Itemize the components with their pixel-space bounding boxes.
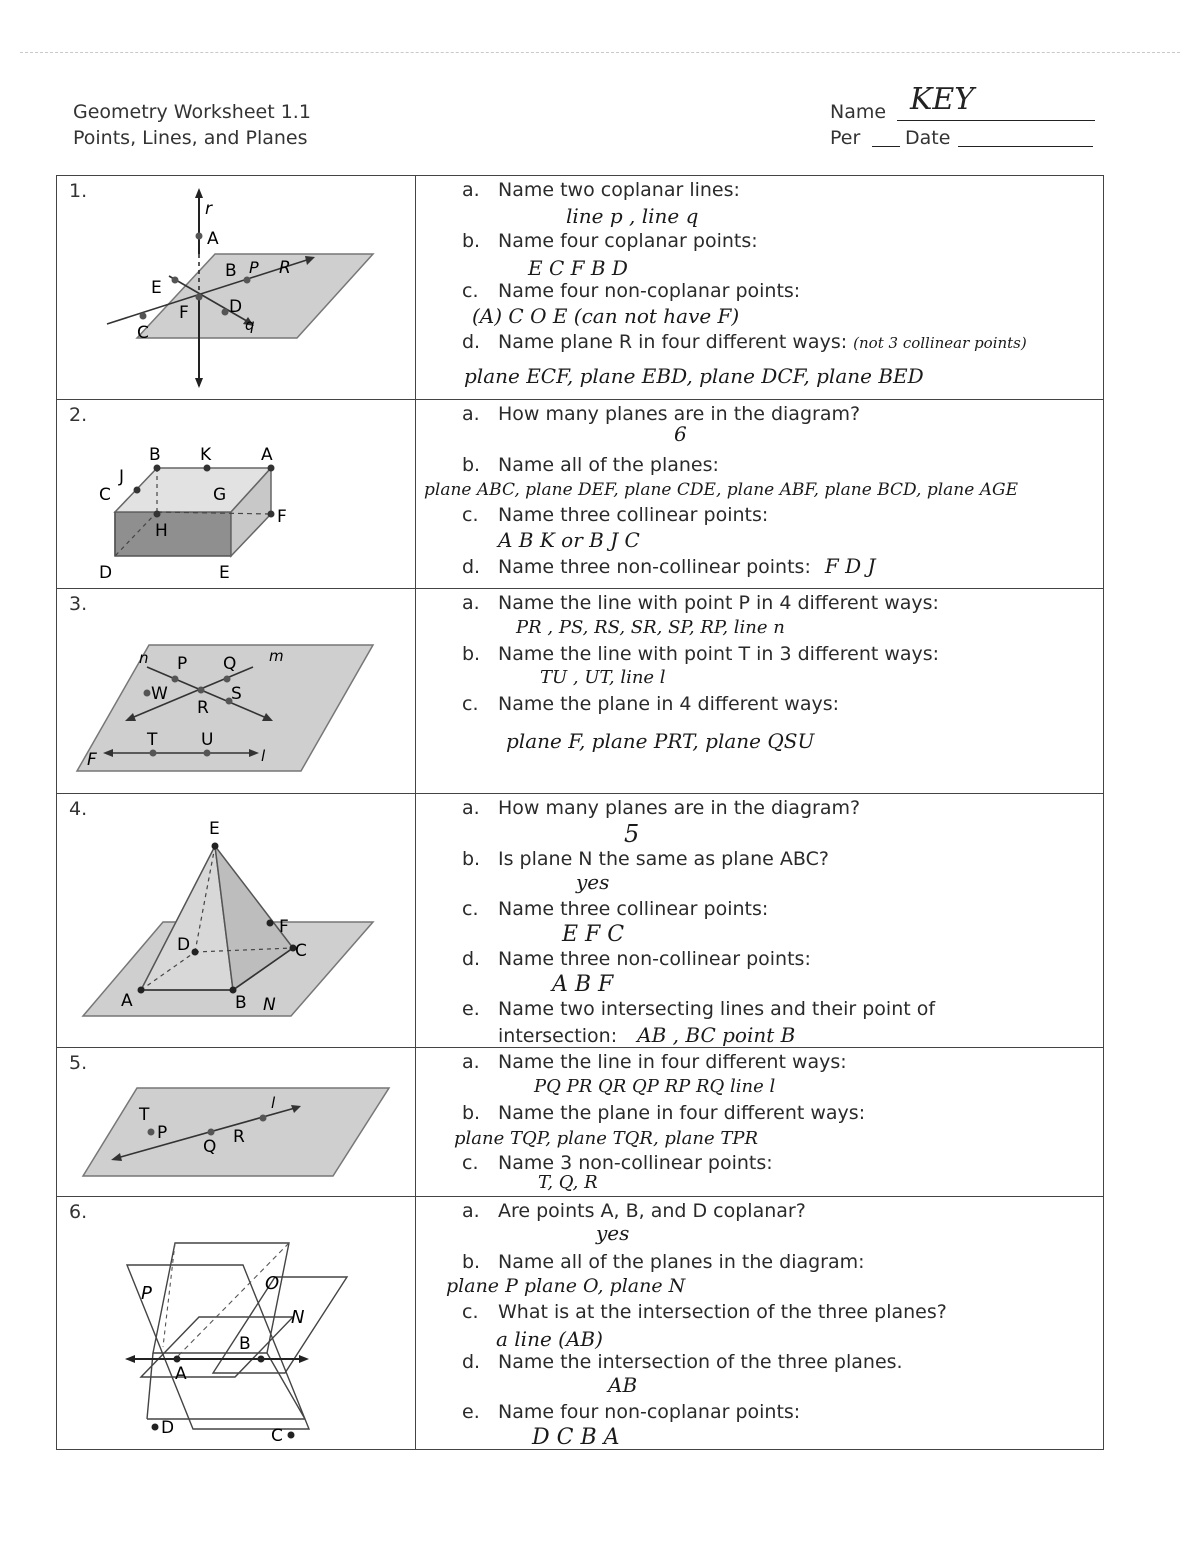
answer-5b: plane TQP, plane TQR, plane TPR: [454, 1128, 759, 1149]
figure-1-plane-and-lines: [57, 176, 416, 400]
question-cell-1: [416, 176, 1104, 400]
scan-top-line: [20, 52, 1180, 53]
figure-5-label-R: R: [233, 1127, 245, 1147]
figure-5-plane-line: [57, 1048, 416, 1197]
answer-1b: E C F B D: [528, 256, 628, 280]
question-4a: a. How many planes are in the diagram?: [462, 797, 861, 819]
figure-6-label-O: O: [265, 1273, 280, 1294]
question-6b: b. Name all of the planes in the diagram:: [462, 1251, 865, 1273]
question-1c: c. Name four non-coplanar points:: [462, 280, 801, 302]
figure-5-label-Q: Q: [203, 1137, 217, 1157]
figure-6-label-C: C: [271, 1426, 283, 1446]
figure-6-label-N: N: [291, 1307, 305, 1328]
figure-1-label-q: q: [245, 316, 255, 334]
question-1d: d. Name plane R in four different ways: (not 3 collinear points): [462, 331, 1027, 353]
problem-row-4: [57, 794, 1104, 1048]
figure-2-label-C: C: [99, 485, 111, 505]
answer-2c: A B K or B J C: [498, 528, 640, 552]
question-5c: c. Name 3 non-collinear points:: [462, 1152, 773, 1174]
figure-4-label-C: C: [295, 941, 307, 961]
name-value: KEY: [910, 82, 975, 117]
figure-4-label-A: A: [121, 991, 133, 1011]
figure-3-label-l: l: [261, 747, 266, 765]
figure-5-label-T: T: [139, 1105, 150, 1125]
answer-4c: E F C: [562, 922, 625, 947]
answer-2d: F D J: [824, 554, 876, 578]
problem-row-5: [57, 1048, 1104, 1197]
figure-3-label-R: R: [197, 698, 209, 718]
figure-cell-1: [57, 176, 416, 400]
figure-1-label-C: C: [137, 323, 149, 343]
figure-2-label-H: H: [155, 521, 168, 541]
problem-row-1: [57, 176, 1104, 400]
answer-6a: yes: [596, 1221, 630, 1245]
question-2d: d. Name three non-collinear points: F D J: [462, 554, 876, 578]
figure-cell-2: [57, 400, 416, 589]
date-line: [958, 146, 1093, 147]
figure-6-label-D: D: [161, 1418, 175, 1438]
question-4b: b. Is plane N the same as plane ABC?: [462, 848, 829, 870]
worksheet-title: Geometry Worksheet 1.1: [73, 101, 311, 123]
figure-4-label-N: N: [263, 995, 276, 1015]
figure-2-label-J: J: [119, 467, 125, 487]
figure-3-label-n: n: [139, 649, 149, 667]
question-cell-2: [416, 400, 1104, 589]
question-2a: a. How many planes are in the diagram?: [462, 403, 861, 425]
problem-number: 1.: [69, 180, 88, 202]
problem-row-3: [57, 589, 1104, 794]
figure-4-label-D: D: [177, 935, 191, 955]
figure-2-label-B: B: [149, 445, 161, 465]
figure-3-label-T: T: [147, 730, 158, 750]
question-6a: a. Are points A, B, and D coplanar?: [462, 1200, 806, 1222]
question-5b: b. Name the plane in four different ways:: [462, 1102, 866, 1124]
figure-3-label-U: U: [201, 730, 214, 750]
figure-2-label-A: A: [261, 445, 273, 465]
question-2c: c. Name three collinear points:: [462, 504, 769, 526]
answer-4b: yes: [576, 870, 610, 894]
question-cell-3: [416, 589, 1104, 794]
answer-3c: plane F, plane PRT, plane QSU: [506, 729, 815, 753]
question-1a: a. Name two coplanar lines:: [462, 179, 740, 201]
answer-4a: 5: [624, 820, 640, 848]
answer-3b: TU , UT, line l: [540, 667, 666, 688]
figure-2-label-E: E: [219, 563, 230, 583]
figure-3-label-W: W: [151, 684, 168, 704]
figure-3-label-F: F: [87, 750, 97, 770]
answer-3a: PR , PS, RS, SR, SP, RP, line n: [516, 617, 785, 638]
question-5a: a. Name the line in four different ways:: [462, 1051, 847, 1073]
problem-number: 2.: [69, 404, 88, 426]
name-label: Name: [830, 101, 887, 123]
answer-6e: D C B A: [532, 1425, 620, 1450]
date-label: Date: [905, 127, 951, 149]
answer-1d: plane ECF, plane EBD, plane DCF, plane BED: [464, 364, 924, 388]
figure-3-label-P: P: [177, 654, 188, 674]
question-cell-6: [416, 1197, 1104, 1450]
question-3a: a. Name the line with point P in 4 different ways:: [462, 592, 939, 614]
worksheet-subtitle: Points, Lines, and Planes: [73, 127, 308, 149]
figure-5-label-P: P: [157, 1123, 168, 1143]
figure-2-label-K: K: [200, 445, 212, 465]
question-4e-line2: intersection: AB , BC point B: [498, 1023, 796, 1047]
figure-4-label-B: B: [235, 993, 247, 1013]
figure-cell-6: [57, 1197, 416, 1450]
name-line: [897, 120, 1095, 121]
answer-6c: a line (AB): [496, 1327, 603, 1351]
figure-2-label-G: G: [213, 485, 227, 505]
answer-5a: PQ PR QR QP RP RQ line l: [534, 1076, 776, 1097]
figure-cell-4: [57, 794, 416, 1048]
problem-number: 6.: [69, 1201, 88, 1223]
figure-6-three-planes: [57, 1197, 416, 1450]
worksheet-table: [56, 175, 1104, 1450]
figure-1-label-A: A: [207, 229, 219, 249]
figure-2-label-F: F: [277, 507, 287, 527]
figure-4-label-F: F: [279, 917, 289, 937]
figure-1-label-F: F: [179, 303, 189, 323]
answer-6d: AB: [608, 1373, 638, 1397]
figure-4-pyramid: [57, 794, 416, 1048]
figure-6-label-B: B: [239, 1334, 251, 1354]
figure-cell-3: [57, 589, 416, 794]
question-cell-4: [416, 794, 1104, 1048]
figure-6-label-A: A: [175, 1364, 187, 1384]
figure-3-plane-lines: [57, 589, 416, 794]
question-4d: d. Name three non-collinear points:: [462, 948, 811, 970]
problem-number: 4.: [69, 798, 88, 820]
figure-3-label-Q: Q: [223, 654, 237, 674]
figure-2-label-D: D: [99, 563, 113, 583]
figure-1-label-P: P: [249, 258, 259, 277]
per-line: [872, 146, 900, 147]
figure-1-label-B: B: [225, 261, 237, 281]
answer-2a: 6: [674, 422, 687, 446]
problem-number: 3.: [69, 593, 88, 615]
figure-1-label-R: R: [279, 258, 291, 278]
answer-1c: (A) C O E (can not have F): [472, 304, 740, 328]
question-2b: b. Name all of the planes:: [462, 454, 719, 476]
per-label: Per: [830, 127, 861, 149]
problem-row-6: [57, 1197, 1104, 1450]
question-4e: e. Name two intersecting lines and their point of: [462, 998, 936, 1020]
answer-6b: plane P plane O, plane N: [446, 1275, 686, 1297]
figure-4-label-E: E: [209, 819, 220, 839]
figure-5-label-l: l: [271, 1094, 276, 1112]
problem-number: 5.: [69, 1052, 88, 1074]
figure-3-label-S: S: [231, 684, 242, 704]
answer-1a: line p , line q: [566, 204, 699, 228]
figure-cell-5: [57, 1048, 416, 1197]
answer-2b: plane ABC, plane DEF, plane CDE, plane ABF, plane BCD, plane AGE: [424, 480, 1018, 500]
question-cell-5: [416, 1048, 1104, 1197]
figure-3-label-m: m: [269, 647, 284, 665]
question-3c: c. Name the plane in 4 different ways:: [462, 693, 840, 715]
question-6c: c. What is at the intersection of the three planes?: [462, 1301, 947, 1323]
figure-6-label-P: P: [141, 1283, 152, 1304]
question-1b: b. Name four coplanar points:: [462, 230, 758, 252]
answer-4d: A B F: [552, 972, 614, 997]
question-6d: d. Name the intersection of the three planes.: [462, 1351, 903, 1373]
question-4c: c. Name three collinear points:: [462, 898, 769, 920]
problem-row-2: [57, 400, 1104, 589]
answer-5c: T, Q, R: [538, 1172, 598, 1193]
figure-1-label-r: r: [205, 199, 212, 219]
question-6e: e. Name four non-coplanar points:: [462, 1401, 801, 1423]
figure-1-label-D: D: [229, 297, 243, 317]
question-3b: b. Name the line with point T in 3 different ways:: [462, 643, 940, 665]
figure-1-label-E: E: [151, 278, 162, 298]
figure-2-box: [57, 400, 416, 589]
answer-4e: AB , BC point B: [637, 1023, 796, 1047]
